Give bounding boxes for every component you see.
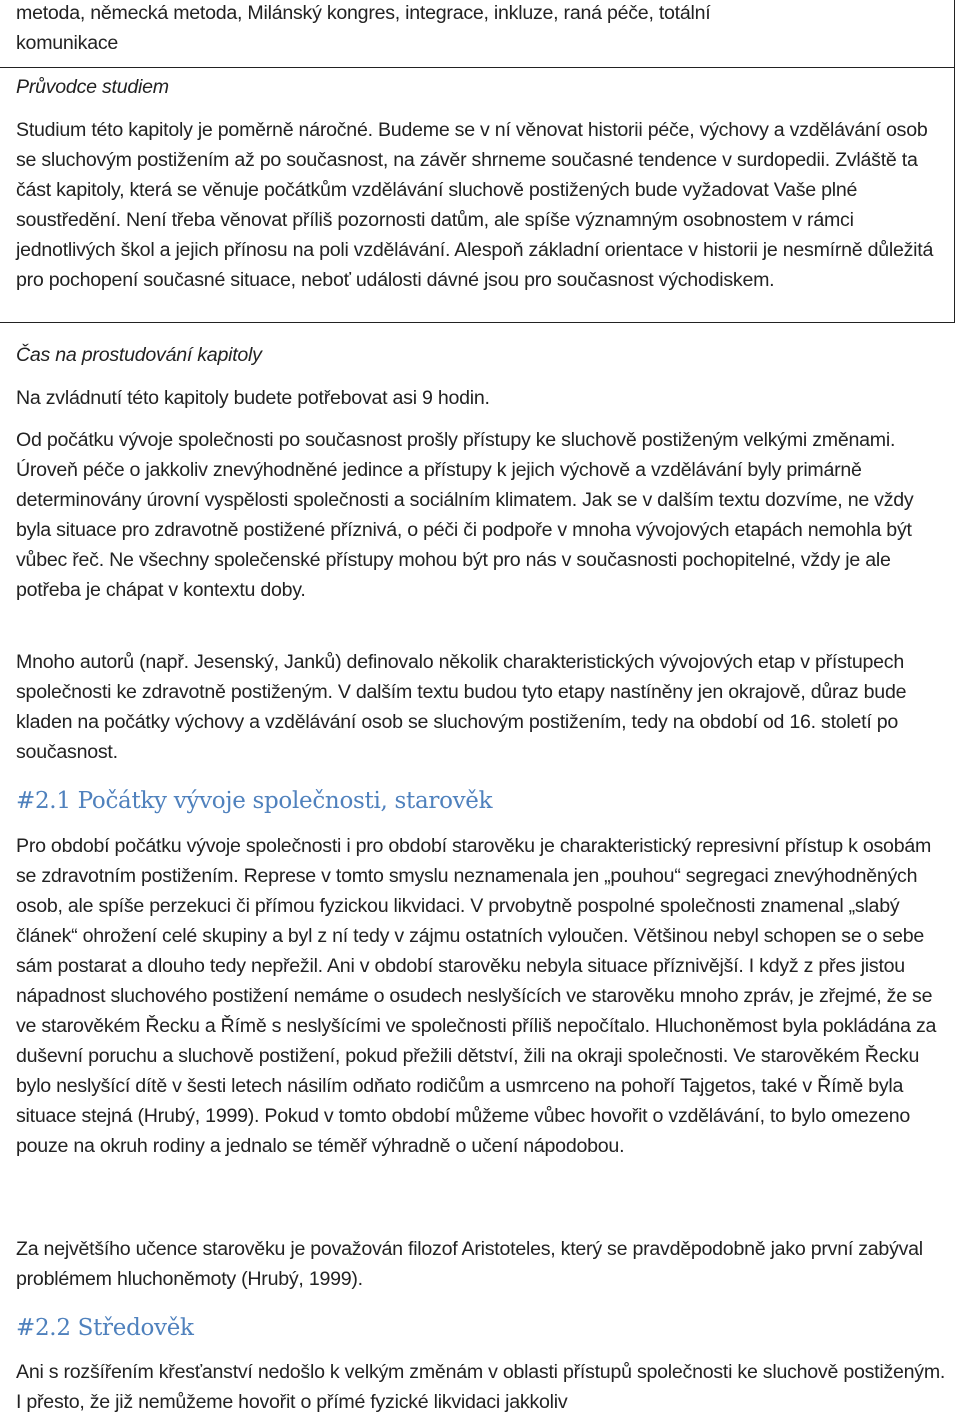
- section-2-2-paragraph-1: Ani s rozšířením křesťanství nedošlo k velkým změnám v oblasti přístupů společnosti ke sluchově postiženým. I přesto, že již nemůžeme hovořit o přímé fyzické likvidaci jakkoliv: [16, 1361, 946, 1413]
- study-time-heading: Čas na prostudování kapitoly: [16, 344, 262, 366]
- study-guide-heading: Průvodce studiem: [16, 76, 169, 98]
- intro-paragraph-2: Mnoho autorů (např. Jesenský, Janků) definovalo několik charakteristických vývojových etap v přístupech společnosti ke zdravotně postiženým. V dalším textu budou tyto etapy nastíněny jen okrajově, důraz bude kladen na počátky výchovy a vzdělávání osob se sluchovým postižením, tedy na období od 16. století po současnost.: [16, 651, 907, 763]
- section-heading-2-1: #2.1 Počátky vývoje společnosti, starověk: [16, 788, 493, 814]
- intro-paragraph-1: Od počátku vývoje společnosti po současnost prošly přístupy ke sluchově postiženým velkými změnami. Úroveň péče o jakkoliv znevýhodněné jedince a přístupy k jejich výchově a vzdělávání byly primárně determinovány úrovní vyspělosti společnosti a sociálním klimatem. Jak se v dalším textu dozvíme, ne vždy byla situace pro zdravotně postižené příznivá, o péči či podpoře v mnoha vývojových etapách nemohla být vůbec řeč. Ne všechny společenské přístupy mohou být pro nás v současnosti pochopitelné, vždy je ale potřeba je chápat v kontextu doby.: [16, 429, 914, 601]
- box-top-rule: [0, 67, 955, 68]
- study-guide-text: Studium této kapitoly je poměrně náročné. Budeme se v ní věnovat historii péče, výchovy a vzdělávání osob se sluchovým postižením až po současnost, na závěr shrneme současné tendence v surdopedii. Zvláště ta část kapitoly, která se věnuje počátkům vzdělávání sluchově postižených bude vyžadovat Vaše plné soustředění. Není třeba věnovat příliš pozornosti datům, ale spíše významným osobnostem v rámci jednotlivých škol a jejich přínosu na poli vzdělávání. Alespoň základní orientace v historii je nesmírně důležitá pro pochopení současné situace, neboť události dávné jsou pro současnost východiskem.: [16, 119, 934, 291]
- section-2-1-paragraph-2: Za největšího učence starověku je považován filozof Aristoteles, který se pravděpodobně jako první zabýval problémem hluchoněmoty (Hrubý, 1999).: [16, 1238, 923, 1290]
- keywords-line-2: komunikace: [16, 32, 119, 54]
- section-heading-2-2: #2.2 Středověk: [16, 1315, 194, 1341]
- keywords-line-1: metoda, německá metoda, Milánský kongres, integrace, inkluze, raná péče, totální: [16, 2, 711, 24]
- study-time-text: Na zvládnutí této kapitoly budete potřebovat asi 9 hodin.: [16, 387, 490, 409]
- section-2-1-paragraph-1: Pro období počátku vývoje společnosti i pro období starověku je charakteristický represivní přístup k osobám se zdravotním postižením. Represe v tomto smyslu neznamenala jen „pouhou“ segregaci znevýhodněných osob, ale spíše perzekuci či přímou fyzickou likvidaci. V prvobytně pospolné společnosti znamenal „slabý článek“ ohrožení celé skupiny a byl z ní tedy v zájmu ostatních vyloučen. Většinou nebyl schopen se o sebe sám postarat a dlouho tedy nepřežil. Ani v období starověku nebyla situace příznivější. I když z přes jistou nápadnost sluchového postižení nemáme o osudech neslyšících ve starověku mnoho zpráv, je zřejmé, že se ve starověkém Řecku a Římě s neslyšícími ve společnosti příliš nepočítalo. Hluchoněmost byla pokládána za duševní poruchu a sluchově postižení, pokud přežili dětství, žili na okraji společnosti. Ve starověkém Řecku bylo neslyšící dítě v šesti letech násilím odňato rodičům a usmrceno na pohoří Tajgetos, také v Římě byla situace stejná (Hrubý, 1999). Pokud v tomto období můžeme vůbec hovořit o vzdělávání, to bylo omezeno pouze na okruh rodiny a jednalo se téměř výhradně o učení nápodobou.: [16, 835, 937, 1157]
